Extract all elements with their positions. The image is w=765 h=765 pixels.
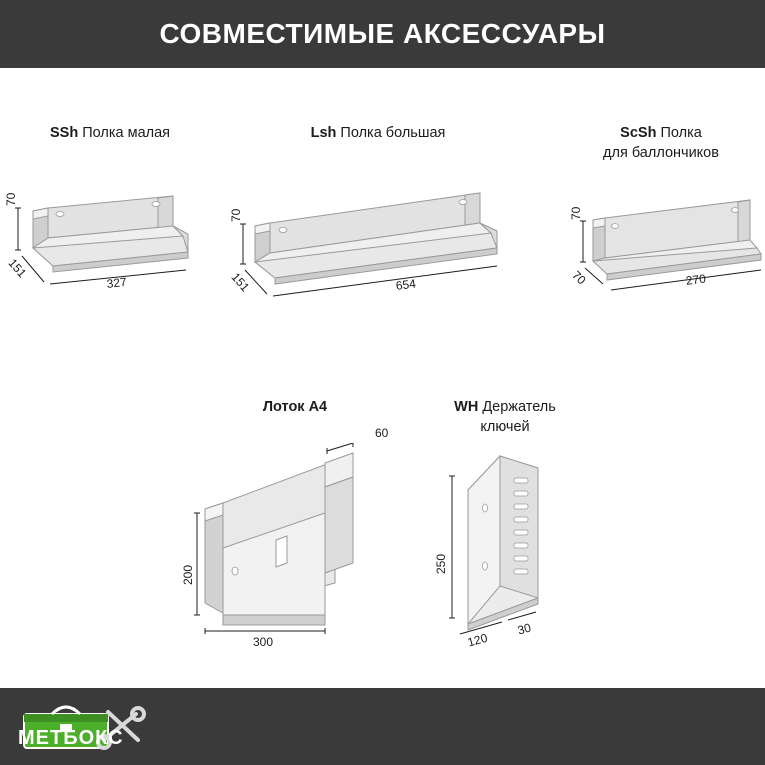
product-ssh-code: SSh (49, 125, 79, 141)
product-ssh-name: Полка малая (78, 125, 171, 141)
product-scsh-label (566, 124, 756, 163)
product-tray-a4-dim-depth: 60 (375, 426, 389, 440)
product-scsh-name: Полка (656, 125, 702, 141)
product-scsh-dim-width: 270 (685, 271, 707, 288)
product-tray-a4-label (195, 398, 395, 418)
product-wh-label-line2: ключей (480, 418, 530, 435)
product-ssh-dim-depth: 151 (5, 256, 30, 281)
product-wh-code: WH (454, 399, 479, 415)
page-title: СОВМЕСТИМЫЕ АКСЕССУАРЫ (159, 18, 606, 49)
product-ssh-dim-width: 327 (106, 274, 128, 291)
product-tray-a4-drawing (175, 426, 405, 649)
page-footer (0, 688, 765, 765)
product-lsh-dim-height: 70 (229, 208, 243, 222)
product-wh-dim-thickness: 30 (516, 620, 533, 638)
page-header (0, 0, 765, 68)
product-scsh-label-line2: для баллончиков (603, 144, 719, 161)
product-scsh-dim-depth: 70 (569, 268, 589, 288)
product-lsh-drawing (228, 178, 525, 308)
products-area (0, 68, 765, 688)
product-wh-drawing (430, 446, 610, 650)
product-scsh-drawing (569, 188, 765, 318)
scsh-shelf-illustration (575, 188, 765, 318)
product-tray-a4-dim-width: 300 (253, 635, 274, 649)
metboks-logo-icon (8, 694, 176, 760)
lsh-shelf-illustration (235, 178, 525, 308)
product-tray-a4-code: Лоток A4 (262, 399, 328, 415)
product-ssh-drawing (4, 178, 218, 308)
product-ssh[interactable] (10, 124, 210, 144)
tray-a4-illustration (175, 443, 405, 643)
product-ssh-label (10, 124, 210, 144)
product-wh-name: Держатель (478, 399, 556, 415)
product-lsh[interactable] (248, 124, 508, 144)
product-lsh-label (248, 124, 508, 144)
product-scsh-dim-height: 70 (569, 206, 583, 220)
product-wh-dim-height: 250 (434, 553, 448, 574)
product-tray-a4[interactable] (195, 398, 395, 418)
product-ssh-dim-height: 70 (4, 192, 18, 206)
product-scsh[interactable] (566, 124, 756, 163)
brand-logo[interactable] (8, 694, 176, 760)
product-lsh-name: Полка большая (336, 125, 446, 141)
product-lsh-code: Lsh (310, 125, 337, 141)
product-wh[interactable] (410, 398, 600, 437)
product-tray-a4-dim-height: 200 (181, 564, 195, 585)
product-wh-dim-width: 120 (466, 630, 489, 650)
wh-holder-illustration (430, 446, 610, 646)
product-lsh-dim-depth: 151 (228, 270, 253, 295)
product-lsh-dim-width: 654 (395, 276, 417, 293)
svg-text:МЕТБОКС: МЕТБОКС (18, 726, 124, 749)
product-scsh-code: ScSh (620, 125, 657, 141)
product-wh-label (410, 398, 600, 437)
